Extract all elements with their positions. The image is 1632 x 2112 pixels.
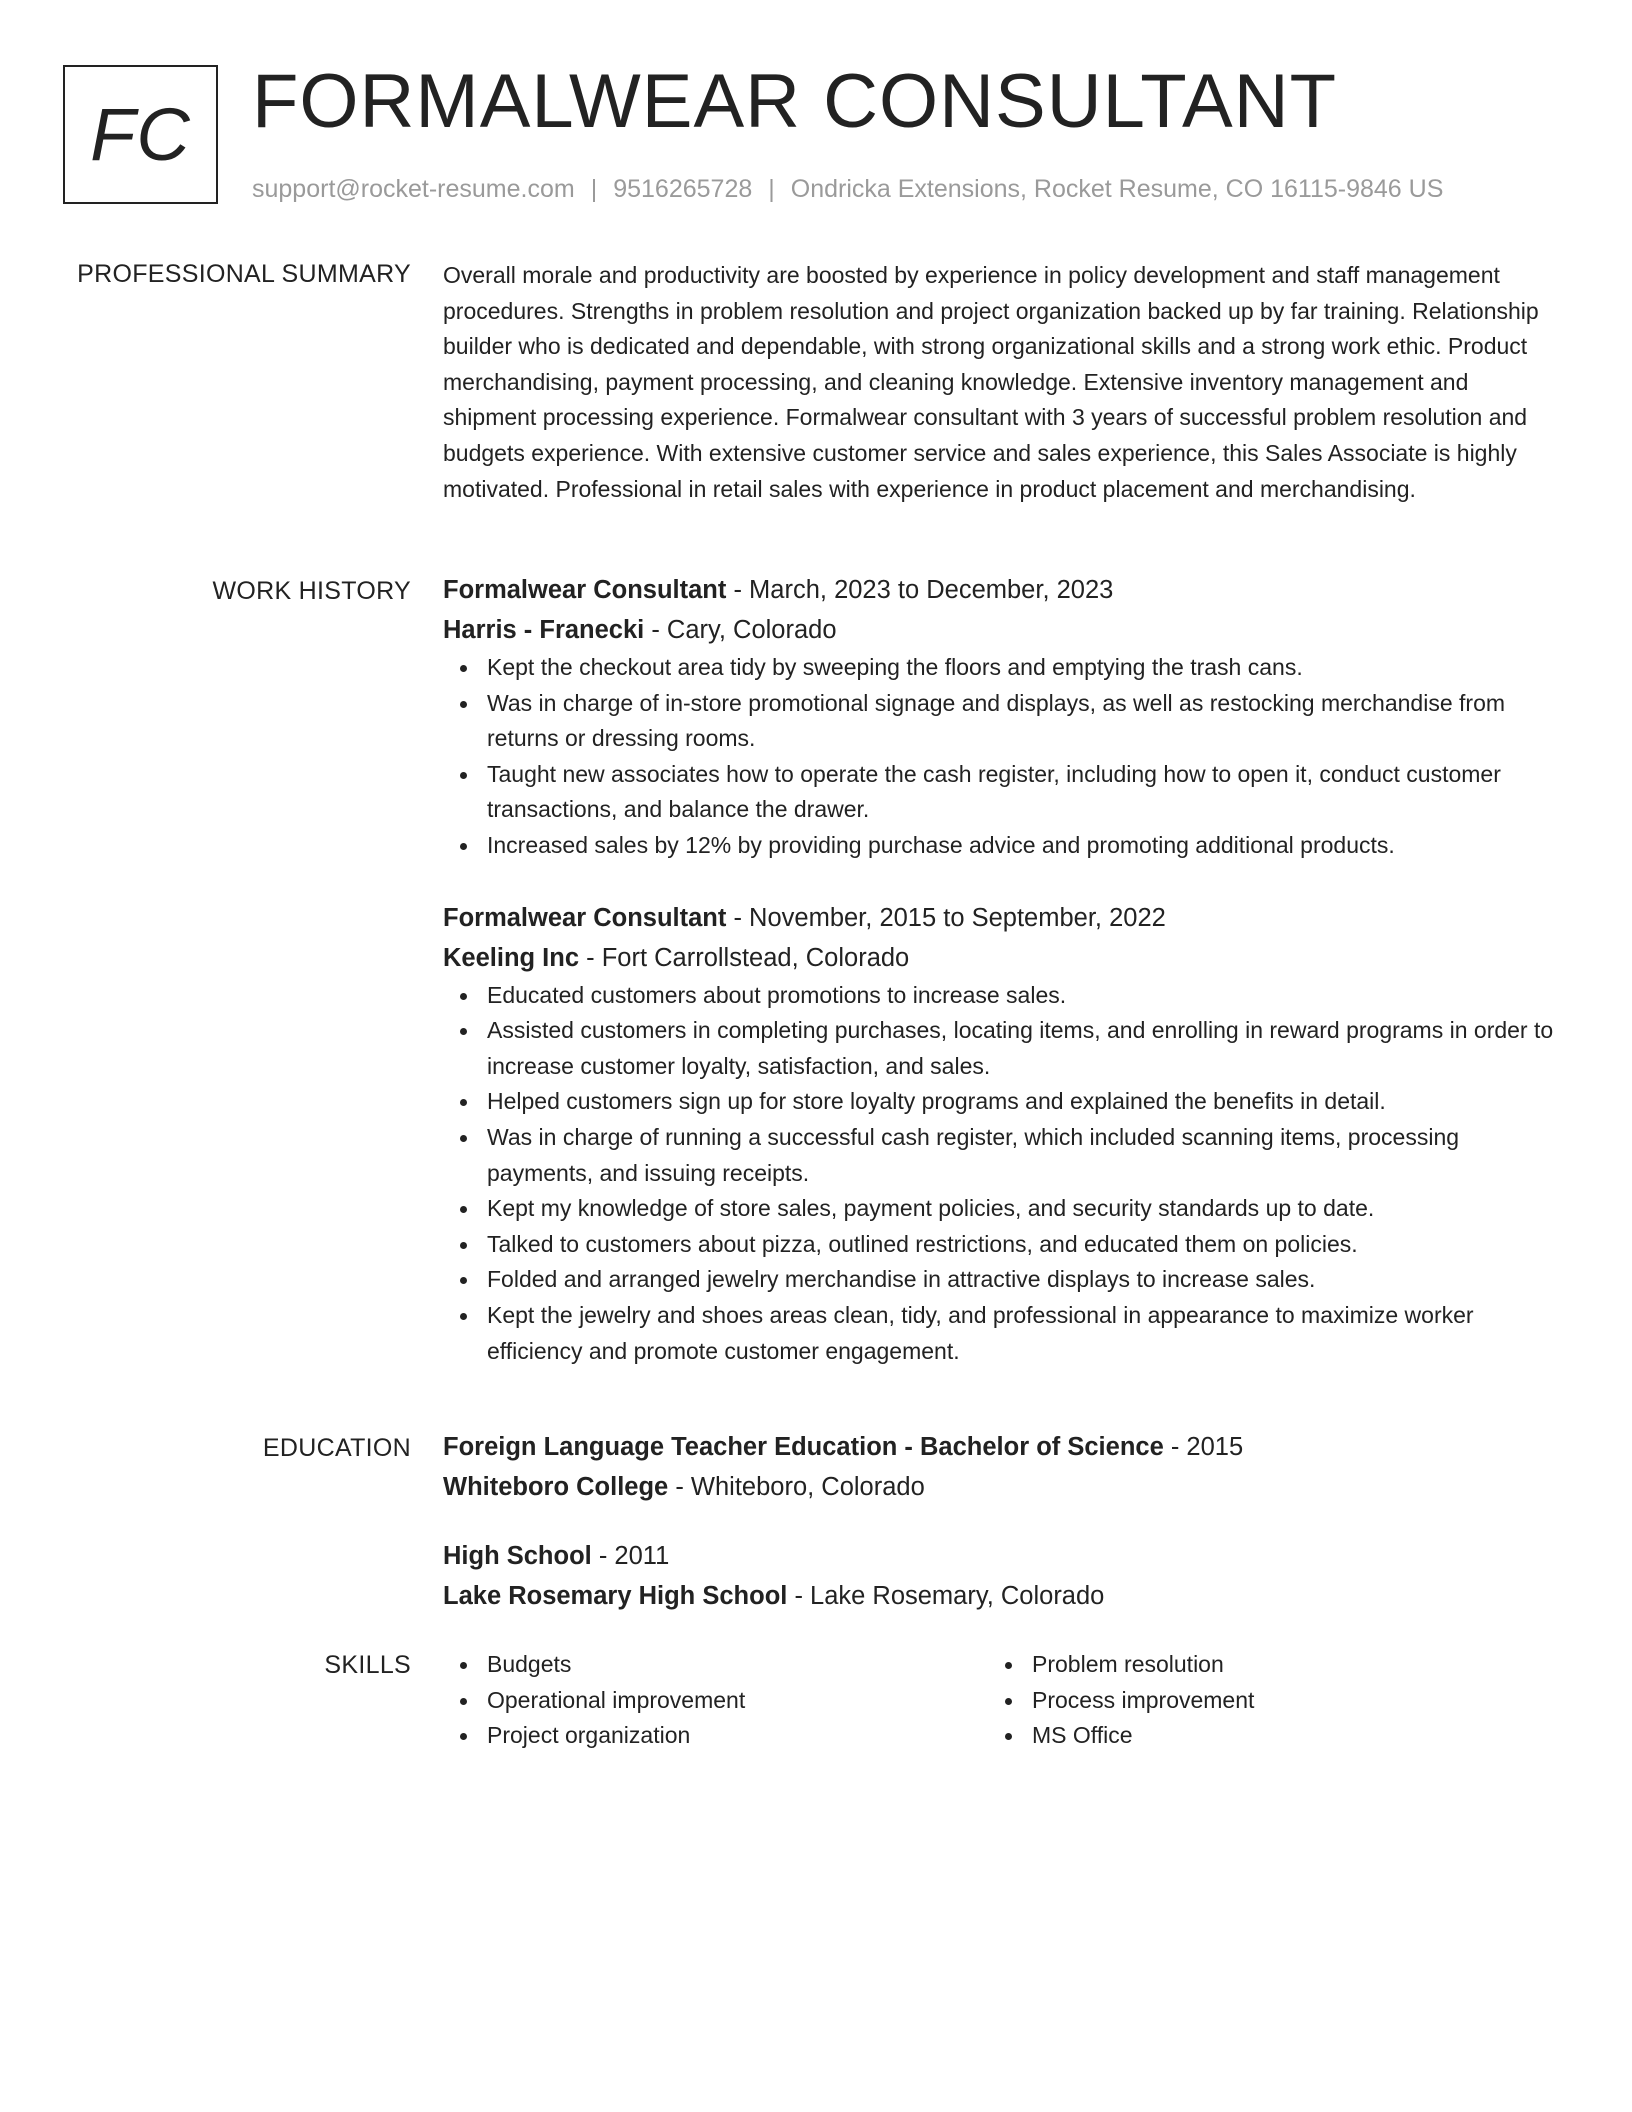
job-bullet: Educated customers about promotions to increase sales. bbox=[443, 978, 1555, 1014]
job-bullet: Helped customers sign up for store loyalty programs and explained the benefits in detail. bbox=[443, 1084, 1555, 1120]
job-bullet: Was in charge of in-store promotional signage and displays, as well as restocking merchandise from returns or dressing rooms. bbox=[443, 686, 1555, 757]
job-location: - Fort Carrollstead, Colorado bbox=[579, 943, 910, 972]
job-bullet: Kept my knowledge of store sales, payment policies, and security standards up to date. bbox=[443, 1191, 1555, 1227]
skill-item: Project organization bbox=[443, 1718, 963, 1754]
job-bullet: Taught new associates how to operate the cash register, including how to open it, conduct customer transactions, and balance the drawer. bbox=[443, 757, 1555, 828]
job-bullet: Assisted customers in completing purchases, locating items, and enrolling in reward programs in order to increase customer loyalty, satisfaction, and sales. bbox=[443, 1013, 1555, 1084]
job-company: Harris - Franecki bbox=[443, 616, 645, 644]
education-location: - Lake Rosemary, Colorado bbox=[787, 1582, 1105, 1610]
job-bullet: Increased sales by 12% by providing purchase advice and promoting additional products. bbox=[443, 828, 1555, 864]
section-label-education: EDUCATION bbox=[262, 1434, 411, 1462]
education-degree: Foreign Language Teacher Education - Bachelor of Science bbox=[443, 1433, 1164, 1461]
contact-separator: | bbox=[768, 175, 775, 203]
job-title-line bbox=[443, 570, 1555, 610]
contact-phone[interactable]: 9516265728 bbox=[613, 175, 753, 203]
job-bullet: Talked to customers about pizza, outlined restrictions, and educated them on policies. bbox=[443, 1227, 1555, 1263]
job-title-line bbox=[443, 898, 1555, 938]
education-school: Whiteboro College bbox=[443, 1473, 669, 1501]
job-bullets bbox=[443, 650, 1555, 864]
job-bullets bbox=[443, 978, 1555, 1370]
contact-separator: | bbox=[590, 175, 598, 203]
job-company-line bbox=[443, 610, 1555, 650]
section-label-skills: SKILLS bbox=[324, 1651, 411, 1679]
skills-list-right bbox=[988, 1647, 1508, 1754]
education-degree: High School bbox=[443, 1542, 592, 1570]
education-location: - Whiteboro, Colorado bbox=[668, 1473, 925, 1501]
education-entry bbox=[443, 1536, 1555, 1616]
job-company-line bbox=[443, 938, 1555, 978]
candidate-name: FORMALWEAR CONSULTANT bbox=[252, 59, 1338, 144]
skills-column-right bbox=[988, 1647, 1508, 1754]
job-entry bbox=[443, 570, 1555, 864]
job-entry bbox=[443, 898, 1555, 1370]
job-dates: - November, 2015 to September, 2022 bbox=[726, 903, 1166, 932]
job-title: Formalwear Consultant bbox=[443, 903, 727, 932]
monogram-box bbox=[63, 65, 218, 204]
job-bullet: Kept the jewelry and shoes areas clean, tidy, and professional in appearance to maximize worker efficiency and promote customer engagement. bbox=[443, 1298, 1555, 1369]
skills-column-left bbox=[443, 1647, 963, 1754]
section-label-summary: PROFESSIONAL SUMMARY bbox=[77, 260, 411, 288]
job-company: Keeling Inc bbox=[443, 943, 580, 972]
contact-email[interactable]: support@rocket-resume.com bbox=[252, 175, 575, 203]
education-entry bbox=[443, 1427, 1555, 1507]
job-bullet: Folded and arranged jewelry merchandise in attractive displays to increase sales. bbox=[443, 1262, 1555, 1298]
skill-item: Process improvement bbox=[988, 1683, 1508, 1719]
job-dates: - March, 2023 to December, 2023 bbox=[726, 576, 1114, 604]
education-school-line bbox=[443, 1467, 1555, 1507]
section-label-work-history: WORK HISTORY bbox=[212, 577, 411, 605]
summary-text: Overall morale and productivity are boosted by experience in policy development and staff management procedures. Strengths in problem resolution and project organization backed up by far training. Relationship builder who is dedicated and dependable, with strong organizational skills and a strong work ethic. Product merchandising, payment processing, and cleaning knowledge. Extensive inventory management and shipment processing experience. Formalwear consultant with 3 years of successful problem resolution and budgets experience. With extensive customer service and sales experience, this Sales Associate is highly motivated. Professional in retail sales with experience in product placement and merchandising. bbox=[443, 262, 1539, 502]
job-title: Formalwear Consultant bbox=[443, 576, 727, 604]
job-bullet: Was in charge of running a successful cash register, which included scanning items, processing payments, and issuing receipts. bbox=[443, 1120, 1555, 1191]
monogram-initials: FC bbox=[90, 93, 191, 176]
contact-address: Ondricka Extensions, Rocket Resume, CO 16115-9846 US bbox=[790, 175, 1444, 203]
education-school-line bbox=[443, 1576, 1555, 1616]
skills-list-left bbox=[443, 1647, 963, 1754]
education-year: - 2015 bbox=[1163, 1433, 1244, 1461]
education-year: - 2011 bbox=[591, 1542, 670, 1570]
skill-item: Budgets bbox=[443, 1647, 963, 1683]
skill-item: Problem resolution bbox=[988, 1647, 1508, 1683]
job-bullet: Kept the checkout area tidy by sweeping the floors and emptying the trash cans. bbox=[443, 650, 1555, 686]
education-degree-line bbox=[443, 1536, 1555, 1576]
education-school: Lake Rosemary High School bbox=[443, 1582, 788, 1610]
job-location: - Cary, Colorado bbox=[644, 616, 837, 644]
education-degree-line bbox=[443, 1427, 1555, 1467]
skill-item: Operational improvement bbox=[443, 1683, 963, 1719]
contact-line bbox=[252, 172, 1443, 206]
skill-item: MS Office bbox=[988, 1718, 1508, 1754]
